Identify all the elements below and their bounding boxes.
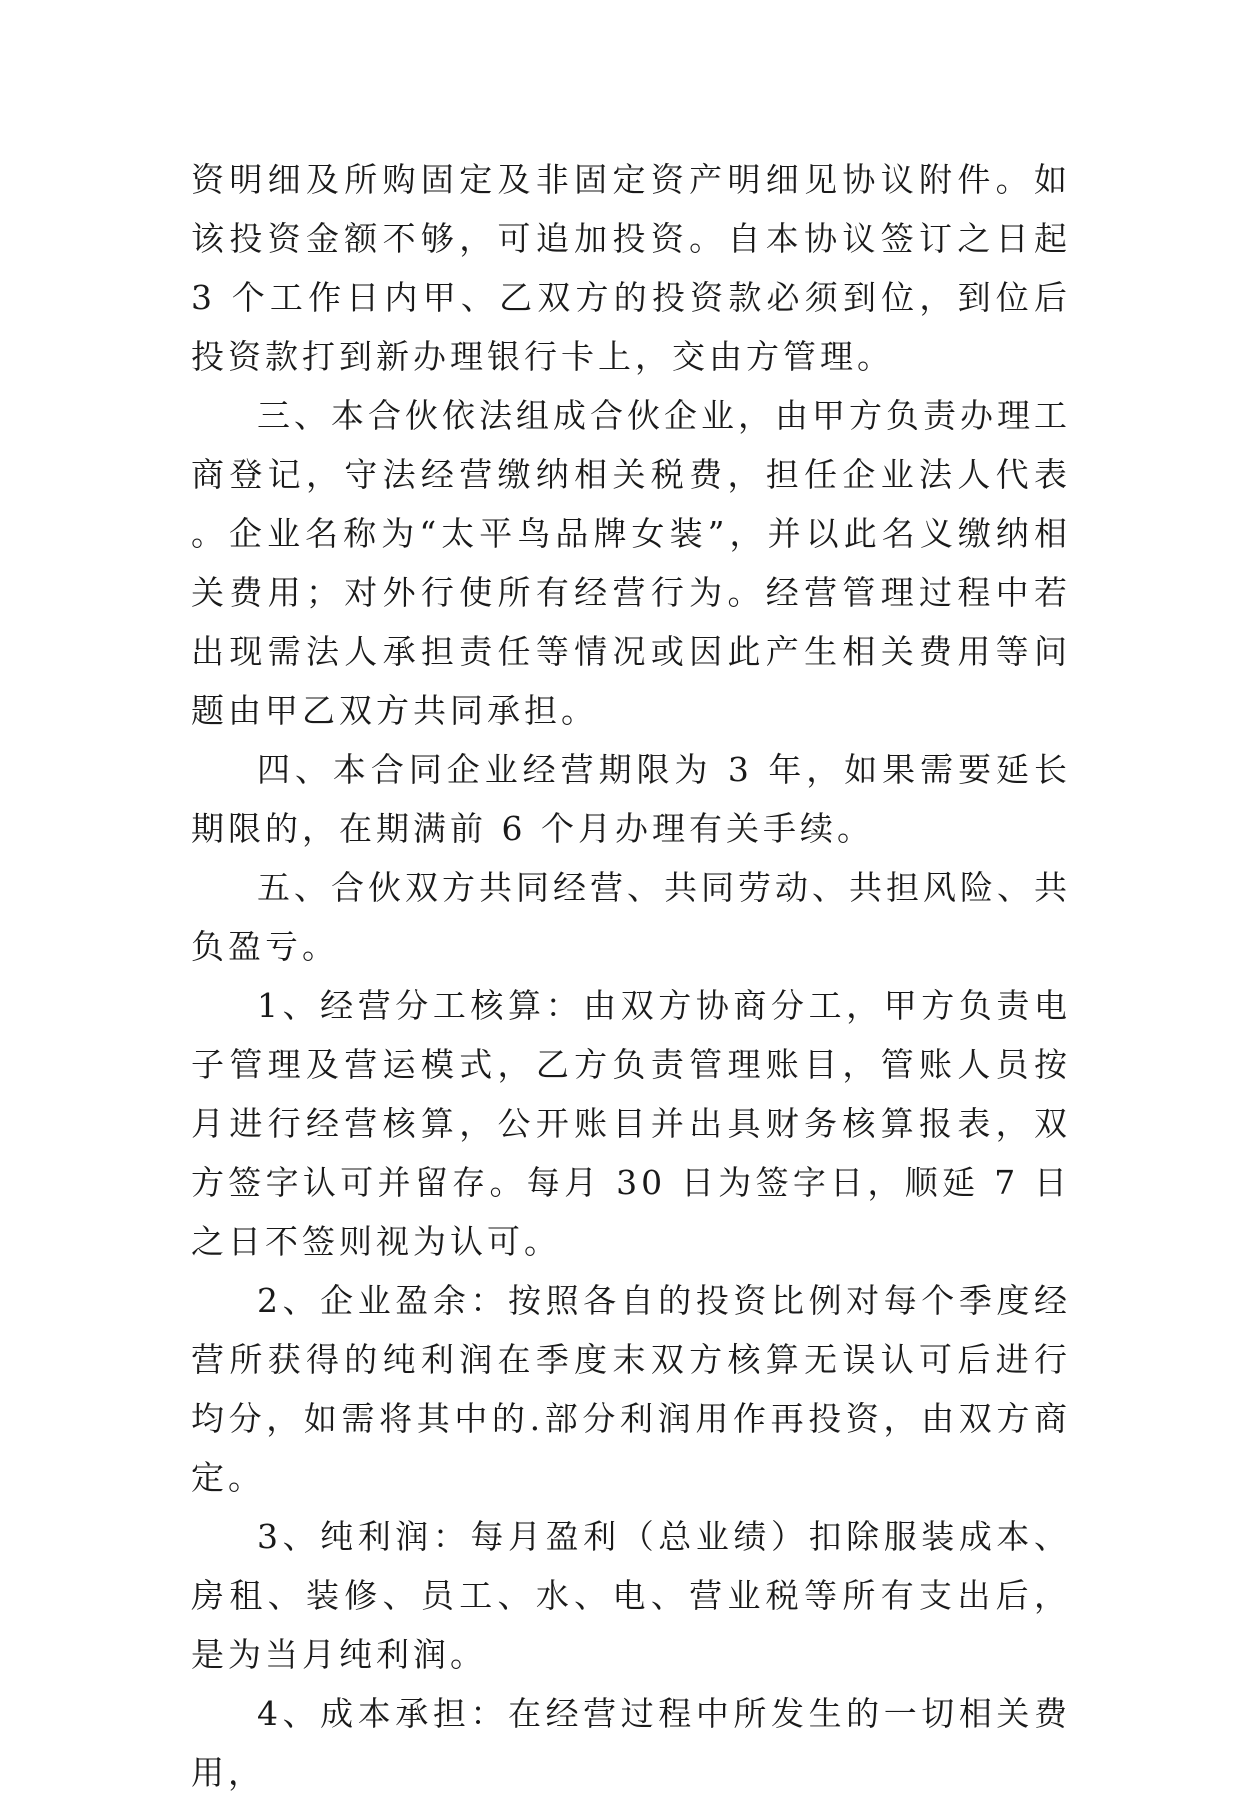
paragraph-item-1-accounting: 1、经营分工核算：由双方协商分工，甲方负责电子管理及营运模式，乙方负责管理账目，管账人员按月进行经营核算，公开账目并出具财务核算报表，双方签字认可并留存。每月 30 日为签字日，顺延 7 日之日不签则视为认可。 [191, 986, 1071, 1261]
paragraph-investment-funding: 资明细及所购固定及非固定资产明细见协议附件。如该投资金额不够，可追加投资。自本协议签订之日起 3 个工作日内甲、乙双方的投资款必须到位，到位后投资款打到新办理银行卡上，交由方管理。 [191, 160, 1071, 376]
paragraph-section-5-shared-risk: 五、合伙双方共同经营、共同劳动、共担风险、共负盈亏。 [191, 868, 1071, 966]
paragraph-section-3-enterprise-registration: 三、本合伙依法组成合伙企业，由甲方负责办理工商登记，守法经营缴纳相关税费，担任企业法人代表。企业名称为“太平鸟品牌女装”，并以此名义缴纳相关费用；对外行使所有经营行为。经营管理过程中若出现需法人承担责任等情况或因此产生相关费用等问题由甲乙双方共同承担。 [191, 396, 1071, 730]
paragraph-section-4-term: 四、本合同企业经营期限为 3 年，如果需要延长期限的，在期满前 6 个月办理有关手续。 [191, 750, 1071, 848]
paragraph-item-4-cost-bearing: 4、成本承担：在经营过程中所发生的一切相关费用， [191, 1694, 1071, 1792]
document-page [191, 150, 1071, 1802]
paragraph-item-3-net-profit: 3、纯利润：每月盈利（总业绩）扣除服装成本、房租、装修、员工、水、电、营业税等所有支出后，是为当月纯利润。 [191, 1517, 1071, 1674]
paragraph-item-2-surplus: 2、企业盈余：按照各自的投资比例对每个季度经营所获得的纯利润在季度末双方核算无误认可后进行均分，如需将其中的.部分利润用作再投资，由双方商定。 [191, 1281, 1071, 1497]
